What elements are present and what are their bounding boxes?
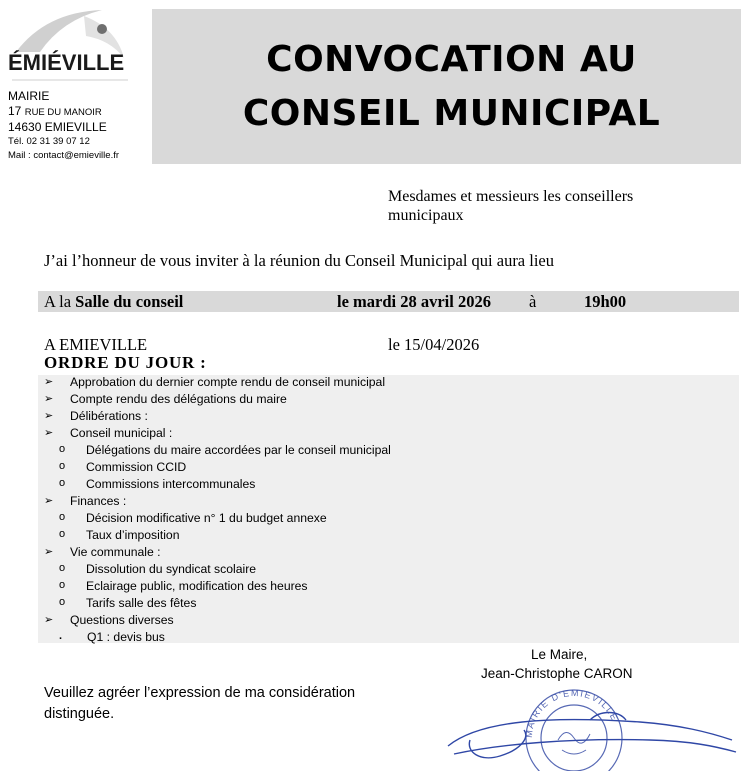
agenda-item-text: Délibérations :: [70, 409, 148, 423]
circle-bullet-icon: o: [59, 443, 66, 455]
arrow-bullet-icon: ➢: [44, 393, 54, 405]
issue-date: le 15/04/2026: [388, 335, 480, 354]
address-line-mairie: MAIRIE: [8, 89, 50, 103]
agenda-subitem-text: Tarifs salle des fêtes: [86, 596, 197, 610]
address-line-city: 14630 EMIEVILLE: [8, 120, 107, 134]
circle-bullet-icon: o: [59, 579, 66, 591]
title-line-1: CONVOCATION AU: [266, 38, 637, 80]
stamp-text: MAIRIE D'EMIEVILLE: [523, 687, 621, 739]
meeting-time: 19h00: [584, 292, 627, 311]
arrow-bullet-icon: ➢: [44, 495, 54, 507]
agenda-subitem-text: Commission CCID: [86, 460, 187, 474]
agenda-subitem-text: Taux d’imposition: [86, 528, 180, 542]
meeting-location: [44, 292, 183, 312]
circle-bullet-icon: o: [59, 528, 66, 540]
logo-text: ÉMIÉVILLE: [8, 50, 125, 75]
circle-bullet-icon: o: [59, 460, 66, 472]
title-banner: [152, 9, 741, 164]
closing-formula: Veuillez agréer l’expression de ma considération distinguée.: [44, 685, 356, 722]
street-number: 17: [8, 104, 22, 118]
meeting-at: à: [529, 292, 537, 311]
circle-bullet-icon: o: [59, 477, 66, 489]
agenda-item-text: Finances :: [70, 494, 127, 508]
circle-bullet-icon: o: [59, 596, 66, 608]
arrow-bullet-icon: ➢: [44, 427, 54, 439]
agenda-subitem-text: Q1 : devis bus: [87, 630, 165, 644]
recipients: Mesdames et messieurs les conseillers municipaux: [388, 188, 634, 224]
circle-bullet-icon: o: [59, 562, 66, 574]
agenda-subitem-text: Dissolution du syndicat scolaire: [86, 562, 257, 576]
invitation-text: J’ai l’honneur de vous inviter à la réunion du Conseil Municipal qui aura lieu: [44, 251, 555, 270]
agenda-subitem-text: Eclairage public, modification des heures: [86, 579, 308, 593]
agenda-list: [38, 375, 739, 643]
agenda-item-text: Questions diverses: [70, 613, 174, 627]
address-phone: Tél. 02 31 39 07 12: [8, 136, 90, 147]
location-prefix: A la: [44, 292, 76, 311]
agenda-title: ORDRE DU JOUR :: [44, 353, 207, 372]
agenda-subitem-text: Délégations du maire accordées par le conseil municipal: [86, 443, 391, 457]
meeting-date: le mardi 28 avril 2026: [337, 292, 491, 311]
mayor-stamp-signature: [440, 680, 740, 771]
street-name: RUE DU MANOIR: [24, 107, 102, 118]
arrow-bullet-icon: ➢: [44, 614, 54, 626]
title-line-2: CONSEIL MUNICIPAL: [242, 92, 661, 134]
agenda-subitem-text: Décision modificative n° 1 du budget annexe: [86, 511, 327, 525]
dot-bullet-icon: .: [59, 630, 63, 642]
agenda-item-text: Vie communale :: [70, 545, 161, 559]
agenda-subitem-text: Commissions intercommunales: [86, 477, 256, 491]
mairie-address: [8, 89, 119, 163]
arrow-bullet-icon: ➢: [44, 376, 54, 388]
meeting-details-bar: [38, 291, 739, 312]
arrow-bullet-icon: ➢: [44, 410, 54, 422]
location-name: Salle du conseil: [75, 292, 184, 311]
agenda-item-text: Conseil municipal :: [70, 426, 173, 440]
address-mail[interactable]: Mail : contact@emieville.fr: [8, 150, 120, 161]
agenda-item-text: Approbation du dernier compte rendu de conseil municipal: [70, 375, 386, 389]
emieville-logo: [6, 6, 134, 86]
arrow-bullet-icon: ➢: [44, 546, 54, 558]
signatory-role: Le Maire,: [531, 647, 588, 662]
issue-place: A EMIEVILLE: [44, 335, 148, 354]
signatory-name: Jean-Christophe CARON: [481, 666, 633, 681]
address-line-street: [8, 104, 119, 120]
circle-bullet-icon: o: [59, 511, 66, 523]
agenda-item-text: Compte rendu des délégations du maire: [70, 392, 287, 406]
